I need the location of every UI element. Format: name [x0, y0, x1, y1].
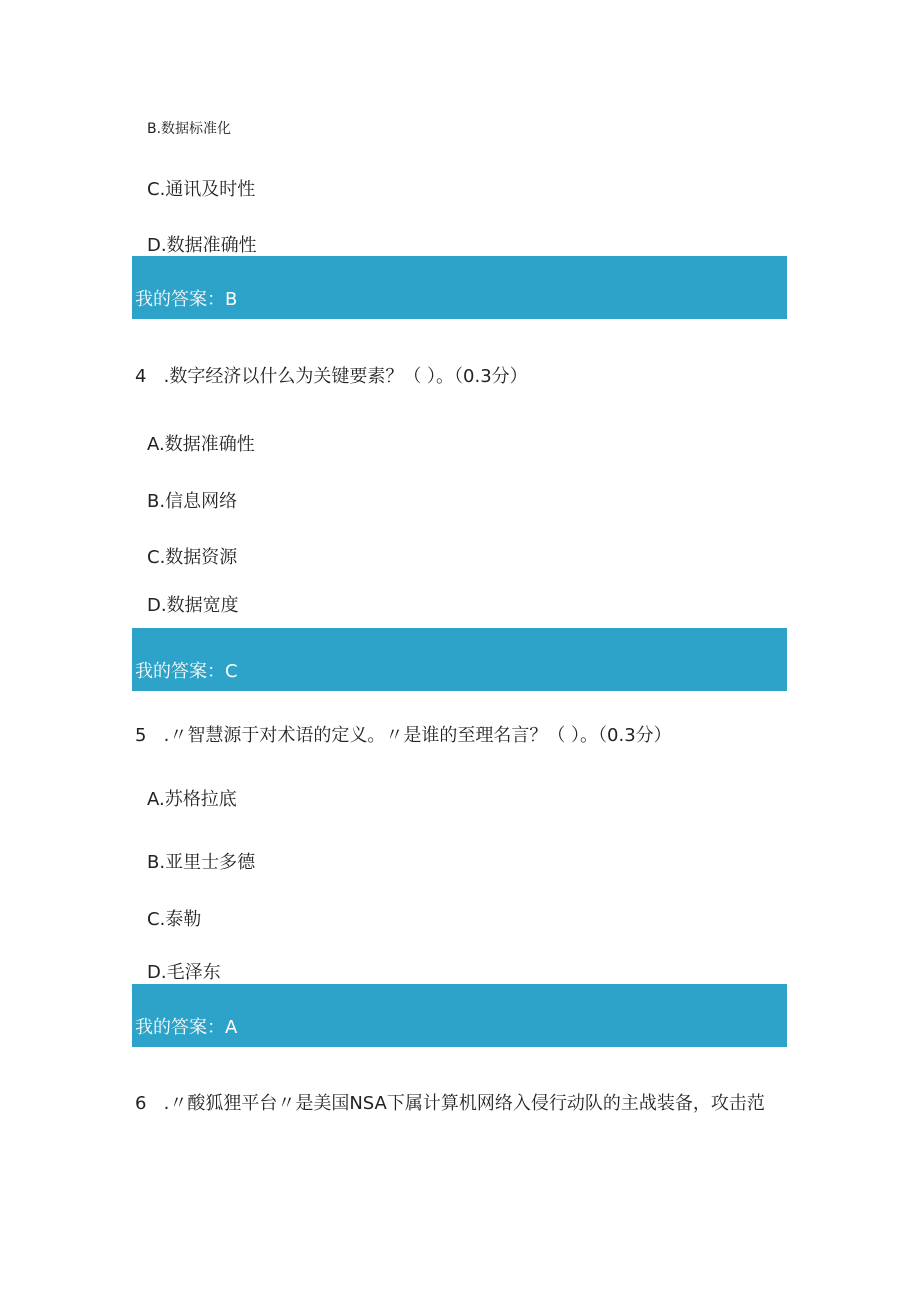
q6-question: 6 .〃酸狐狸平台〃是美国NSA下属计算机网络入侵行动队的主战装备，攻击范	[135, 1093, 765, 1114]
q3-answer-bar	[132, 256, 787, 319]
q4-answer-text: 我的答案：C	[135, 661, 238, 682]
q3-answer-text: 我的答案：B	[135, 289, 238, 310]
q5-question: 5 .〃智慧源于对术语的定义。〃是谁的至理名言？（ ）。（0.3分）	[135, 725, 672, 746]
q4-option-b: B.信息网络	[147, 491, 238, 512]
q5-option-a: A.苏格拉底	[147, 789, 237, 810]
q5-option-b: B.亚里士多德	[147, 852, 256, 873]
q5-answer-text: 我的答案：A	[135, 1017, 238, 1038]
q3-option-d: D.数据准确性	[147, 235, 257, 256]
q4-option-a: A.数据准确性	[147, 434, 255, 455]
q5-option-d: D.毛泽东	[147, 962, 221, 983]
q5-answer-bar	[132, 984, 787, 1047]
q5-option-c: C.泰勒	[147, 909, 202, 930]
q4-answer-bar	[132, 628, 787, 691]
q3-option-c: C.通讯及时性	[147, 179, 256, 200]
q4-option-c: C.数据资源	[147, 547, 238, 568]
q3-option-b: B.数据标准化	[147, 121, 232, 137]
q4-option-d: D.数据宽度	[147, 595, 239, 616]
q4-question: 4 .数字经济以什么为关键要素？（ ）。（0.3分）	[135, 366, 528, 387]
